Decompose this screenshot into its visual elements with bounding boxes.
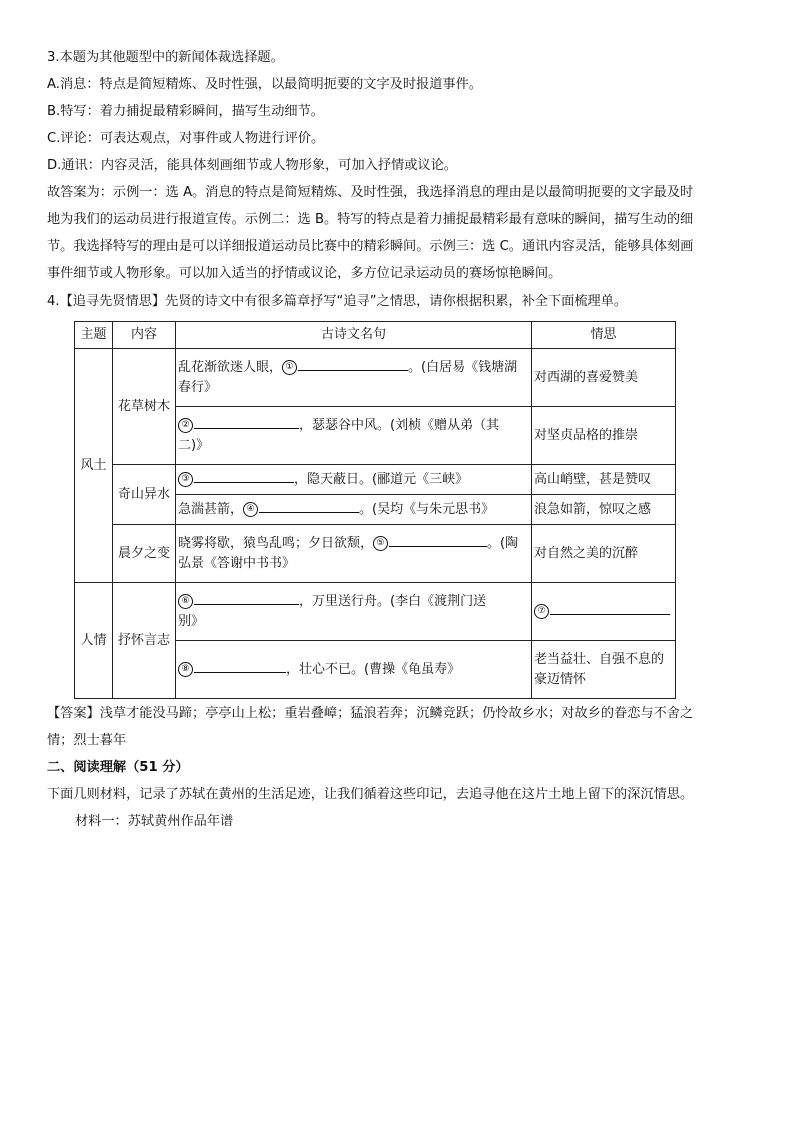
explanation-option-d: D.通讯：内容灵活，能具体刻画细节或人物形象，可加入抒情或议论。 xyxy=(47,158,457,173)
content-chenxi: 晨夕之变 xyxy=(113,525,176,583)
table-row xyxy=(75,583,676,641)
verse-cell-6: ⑥ ，万里送行舟。(李白《渡荆门送 别》 xyxy=(176,583,532,641)
content-huacao: 花草树木 xyxy=(113,349,176,465)
explanation-option-b: B.特写：着力捕捉最精彩瞬间，描写生动细节。 xyxy=(47,104,324,119)
content-shuhuai: 抒怀言志 xyxy=(113,583,176,699)
answer-text-line-1: 【答案】浅草才能没马蹄；亭亭山上松；重岩叠嶂；猛浪若奔；沉鳞竞跃；仍怜故乡水；对故乡的眷恋与不舍之 xyxy=(47,706,694,721)
fill-blank-3[interactable] xyxy=(194,469,294,483)
poem-review-table xyxy=(74,321,676,699)
header-verse: 古诗文名句 xyxy=(176,322,532,349)
fill-blank-4[interactable] xyxy=(259,499,359,513)
table-row xyxy=(75,349,676,407)
section-2-heading: 二、阅读理解（51 分） xyxy=(47,760,189,775)
answer-line-3: 节。我选择特写的理由是可以详细报道运动员比赛中的精彩瞬间。示例三：选 C。通讯内容灵活，能够具体刻画 xyxy=(47,239,694,254)
verse-cell-5: 晓雾将歇，猿鸟乱鸣；夕日欲颓， ⑤ 。(陶 弘景《答谢中书书》 xyxy=(176,525,532,583)
verse-cell-7: ⑧ ，壮心不已。(曹操《龟虽寿》 xyxy=(176,641,532,699)
blank-number-5: ⑤ xyxy=(373,536,388,551)
content-qishan: 奇山异水 xyxy=(113,465,176,525)
verse-cell-1: 乱花渐欲迷人眼， ① 。(白居易《钱塘湖 春行》 xyxy=(176,349,532,407)
feeling-cell-1: 对西湖的喜爱赞美 xyxy=(532,349,676,407)
fill-blank-2[interactable] xyxy=(194,415,299,429)
table-header-row xyxy=(75,322,676,349)
feeling-cell-2: 对坚贞品格的推崇 xyxy=(532,407,676,465)
theme-fengtu: 风土 xyxy=(75,349,113,583)
feeling-cell-5: 对自然之美的沉醉 xyxy=(532,525,676,583)
blank-number-3: ③ xyxy=(178,472,193,487)
verse-cell-4: 急湍甚箭， ④ 。(吴均《与朱元思书》 xyxy=(176,495,532,525)
verse-cell-2: ② ，瑟瑟谷中风。(刘桢《赠从弟（其 二)》 xyxy=(176,407,532,465)
answer-text-line-2: 情；烈士暮年 xyxy=(47,733,127,748)
header-feeling: 情思 xyxy=(532,322,676,349)
fill-blank-5[interactable] xyxy=(389,533,487,547)
blank-number-2: ② xyxy=(178,418,193,433)
fill-blank-7[interactable] xyxy=(550,601,670,615)
answer-line-2: 地为我们的运动员进行报道宣传。示例二：选 B。特写的特点是着力捕捉最精彩最有意味的瞬间，描写生动的细 xyxy=(47,212,694,227)
header-content: 内容 xyxy=(113,322,176,349)
feeling-cell-4: 浪急如箭，惊叹之感 xyxy=(532,495,676,525)
table-row xyxy=(75,465,676,495)
fill-blank-1[interactable] xyxy=(298,357,408,371)
theme-renqing: 人情 xyxy=(75,583,113,699)
answer-line-1: 故答案为：示例一：选 A。消息的特点是简短精炼、及时性强，我选择消息的理由是以最简明扼要的文字最及时 xyxy=(47,185,694,200)
fill-blank-6[interactable] xyxy=(194,591,299,605)
question-4-text: 4.【追寻先贤情思】先贤的诗文中有很多篇章抒写“追寻”之情思，请你根据积累，补全下面梳理单。 xyxy=(47,294,628,309)
fill-blank-8[interactable] xyxy=(194,659,286,673)
feeling-cell-6 xyxy=(532,583,676,641)
explanation-line-1: 3.本题为其他题型中的新闻体裁选择题。 xyxy=(47,50,284,65)
table-row xyxy=(75,525,676,583)
feeling-cell-3: 高山峭壁，甚是赞叹 xyxy=(532,465,676,495)
blank-number-4: ④ xyxy=(243,502,258,517)
header-theme: 主题 xyxy=(75,322,113,349)
answer-line-4: 事件细节或人物形象。可以加入适当的抒情或议论，多方位记录运动员的赛场惊艳瞬间。 xyxy=(47,266,562,281)
blank-number-8: ⑧ xyxy=(178,662,193,677)
feeling-cell-7: 老当益壮、自强不息的 豪迈情怀 xyxy=(532,641,676,699)
verse-cell-3: ③ ，隐天蔽日。(郦道元《三峡》 xyxy=(176,465,532,495)
blank-number-6: ⑥ xyxy=(178,594,193,609)
section-2-intro: 下面几则材料，记录了苏轼在黄州的生活足迹，让我们循着这些印记，去追寻他在这片土地上留下的深沉情思。 xyxy=(47,787,694,802)
blank-number-1: ① xyxy=(282,360,297,375)
explanation-option-c: C.评论：可表达观点，对事件或人物进行评价。 xyxy=(47,131,325,146)
explanation-option-a: A.消息：特点是简短精炼、及时性强，以最简明扼要的文字及时报道事件。 xyxy=(47,77,482,92)
material-1-title: 材料一：苏轼黄州作品年谱 xyxy=(75,814,234,829)
blank-number-7: ⑦ xyxy=(534,604,549,619)
